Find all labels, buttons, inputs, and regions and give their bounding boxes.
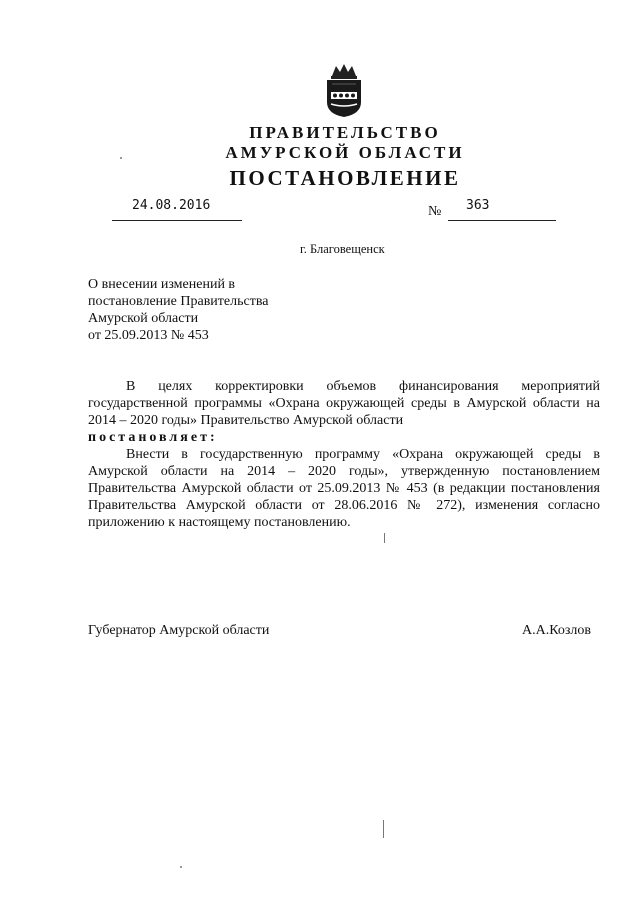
clause-paragraph: Внести в государственную программу «Охрана окружающей среды в Амурской области на 2014 – 2020 годы», утвержденную постановлением Правительства Амурской области от 25.09.2013 № 453 (в редакции постановления Правительства Амурской области от 28.06.2016 № 272), изменения согласно приложению к настоящему постановлению.	[88, 447, 600, 530]
scan-artifact	[120, 157, 122, 159]
document-date: 24.08.2016	[132, 198, 211, 213]
document-body	[88, 378, 600, 531]
amur-oblast-coat-of-arms-icon	[322, 62, 366, 118]
subject-line: О внесении изменений в	[88, 277, 236, 292]
scan-artifact	[180, 866, 182, 868]
subject-line: от 25.09.2013 № 453	[88, 328, 209, 343]
city-line: г. Благовещенск	[300, 242, 385, 256]
preamble-paragraph: В целях корректировки объемов финансирования мероприятий государственной программы «Охрана окружающей среды в Амурской области на 2014 – 2020 годы» Правительство Амурской области	[88, 379, 600, 428]
document-number: 363	[466, 198, 490, 213]
government-name-line2: АМУРСКОЙ ОБЛАСТИ	[225, 143, 465, 162]
document-subject	[88, 276, 348, 344]
signer-name: А.А.Козлов	[522, 623, 591, 638]
government-name-line1: ПРАВИТЕЛЬСТВО	[249, 123, 441, 142]
subject-line: Амурской области	[88, 311, 199, 326]
scan-artifact	[384, 533, 385, 543]
resolves-word: постановляет:	[88, 430, 218, 445]
signer-title: Губернатор Амурской области	[88, 623, 270, 638]
date-underline	[112, 220, 242, 221]
document-type-title: ПОСТАНОВЛЕНИЕ	[229, 166, 461, 190]
subject-line: постановление Правительства	[88, 294, 269, 309]
number-label: №	[428, 204, 442, 219]
scan-artifact	[383, 820, 384, 838]
number-underline	[448, 220, 556, 221]
